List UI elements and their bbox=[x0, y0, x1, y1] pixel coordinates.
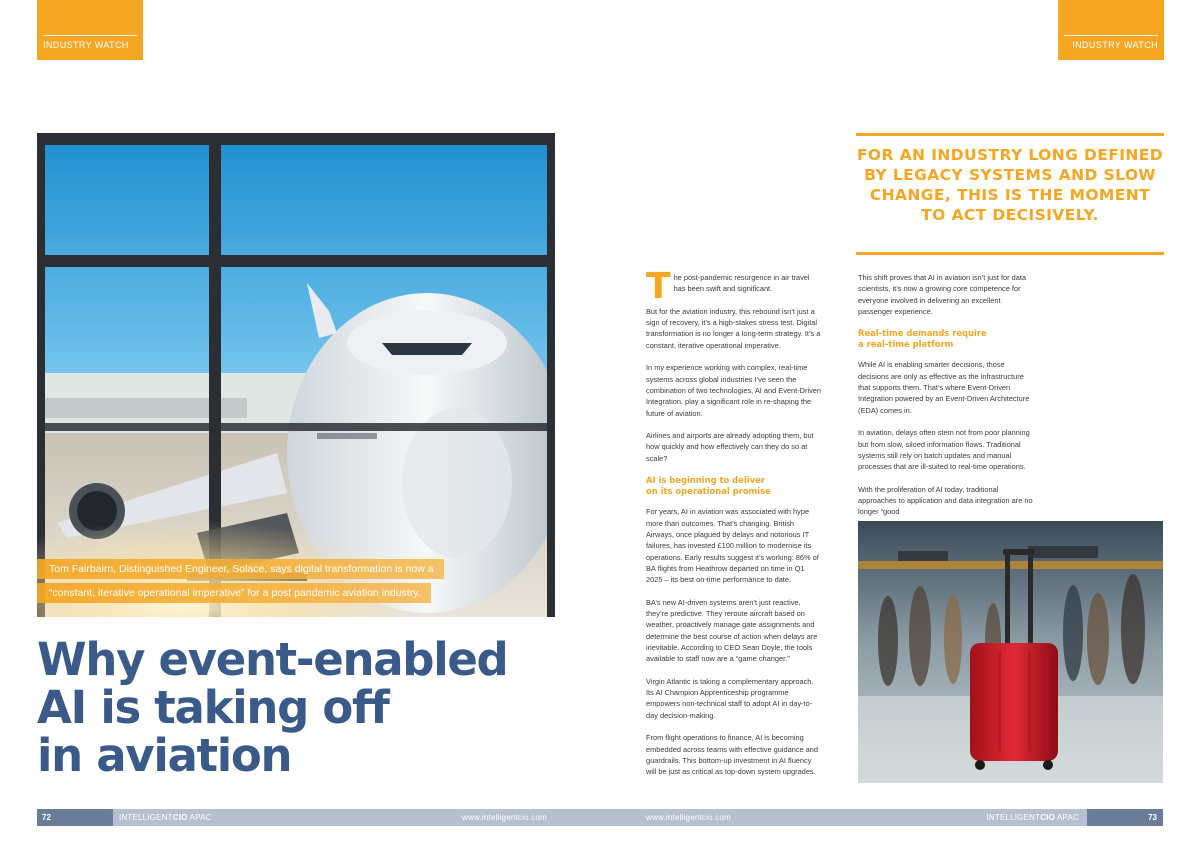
subheading: AI is beginning to deliver on its operational promise bbox=[646, 475, 771, 496]
body-paragraph: Virgin Atlantic is taking a complementary approach. Its AI Champion Apprenticeship programme empowers non-technical staff to adopt AI in day-to-day decision-making. bbox=[646, 676, 814, 720]
brand-logo-right bbox=[986, 809, 1079, 826]
section-tab-right bbox=[1058, 0, 1164, 60]
headline-line: Why event-enabled bbox=[37, 633, 508, 686]
article-column-right bbox=[858, 272, 1034, 529]
body-paragraph: But for the aviation industry, this rebound isn’t just a sign of recovery, it’s a high-stakes stress test. Digital transformation is no longer a long-term strategy. It’s a constant, iterative operational imperative. bbox=[646, 306, 821, 350]
headline-line: in aviation bbox=[37, 729, 292, 782]
tab-rule bbox=[1064, 35, 1158, 36]
body-paragraph: BA’s new AI-driven systems aren’t just reactive, they’re predictive. They reroute aircraft based on weather, proactively manage gate assignments and determine the best course of action when delays are inevitable. According to CEO Sean Doyle, the tools available to staff now are a “game changer.” bbox=[646, 597, 818, 664]
lead-text: he post-pandemic resurgence in air travel has been swift and significant. bbox=[673, 273, 810, 294]
body-paragraph: While AI is enabling smarter decisions, those decisions are only as effective as the infrastructure that supports them. That’s where Event-Driven Integration powered by an Event-Driven Architecture (EDA) comes in. bbox=[858, 360, 1030, 415]
page-number-right: 73 bbox=[1087, 809, 1163, 826]
body-paragraph: In aviation, delays often stem not from poor planning but from slow, siloed information flows. Traditional systems still rely on batch updates and manual processes that are ill-suited to real-time operations. bbox=[858, 428, 1030, 472]
photo-caption-line: “constant, iterative operational imperative” for a post pandemic aviation industry. bbox=[37, 583, 431, 603]
body-paragraph: From flight operations to finance, AI is becoming embedded across teams with effective guidance and guardrails. This bottom-up investment in AI fluency will be just as critical as top-down system upgrades. bbox=[646, 733, 819, 777]
pull-quote-rule bbox=[856, 133, 1164, 136]
photo-caption-line: Tom Fairbairn, Distinguished Engineer, Solace, says digital transformation is now a bbox=[37, 559, 444, 579]
suitcase-airport-image bbox=[858, 521, 1163, 783]
article-headline bbox=[37, 633, 577, 782]
pull-quote-rule bbox=[856, 252, 1164, 255]
brand-prefix: INTELLIGENT bbox=[986, 813, 1041, 822]
tab-rule bbox=[43, 35, 137, 36]
hero-image-airplane bbox=[37, 133, 555, 617]
pull-quote: FOR AN INDUSTRY LONG DEFINED BY LEGACY SYSTEMS AND SLOW CHANGE, THIS IS THE MOMENT TO ACT DECISIVELY. bbox=[856, 146, 1164, 224]
brand-prefix: INTELLIGENT bbox=[119, 813, 173, 822]
body-paragraph: This shift proves that AI in aviation isn’t just for data scientists, it’s now a growing core competence for everyone involved in delivering an excellent passenger experience. bbox=[858, 273, 1027, 316]
page-number-left: 72 bbox=[37, 809, 113, 826]
body-paragraph: For years, AI in aviation was associated with hype more than outcomes. That’s changing. British Airways, once plagued by delays and notorious IT failures, has invested £100 million to modernise its operations. Early results suggest it’s working: 86% of BA flights from Heathrow departed on time in Q1 2025 – its best on-time performance to date. bbox=[646, 507, 819, 585]
brand-bold: CIO bbox=[172, 813, 188, 822]
body-paragraph: In my experience working with complex, real-time systems across global industries I’ve seen the combination of two technologies, AI and Event-Driven Integration, play a significant role in re-shaping the future of aviation. bbox=[646, 363, 822, 418]
lead-paragraph bbox=[646, 266, 822, 307]
section-label: INDUSTRY WATCH bbox=[1072, 40, 1158, 50]
page-footer bbox=[37, 809, 1163, 826]
brand-logo-left bbox=[119, 809, 212, 826]
website-link-left[interactable]: www.intelligentcio.com bbox=[462, 813, 547, 822]
headline-line: AI is taking off bbox=[37, 681, 389, 734]
body-paragraph: With the proliferation of AI today, traditional approaches to application and data integration are no longer “good bbox=[858, 484, 1033, 517]
body-paragraph: Airlines and airports are already adopting them, but how quickly and how effectively can they do so at scale? bbox=[646, 431, 814, 463]
drop-cap: T bbox=[646, 266, 671, 307]
article-column-left bbox=[646, 266, 822, 789]
brand-suffix: APAC bbox=[1055, 813, 1079, 822]
section-label: INDUSTRY WATCH bbox=[43, 40, 129, 50]
brand-bold: CIO bbox=[1040, 813, 1056, 822]
brand-suffix: APAC bbox=[187, 813, 212, 822]
subheading: Real-time demands require a real-time platform bbox=[858, 328, 987, 349]
website-link-right[interactable]: www.intelligentcio.com bbox=[646, 813, 731, 822]
section-tab-left bbox=[37, 0, 143, 60]
